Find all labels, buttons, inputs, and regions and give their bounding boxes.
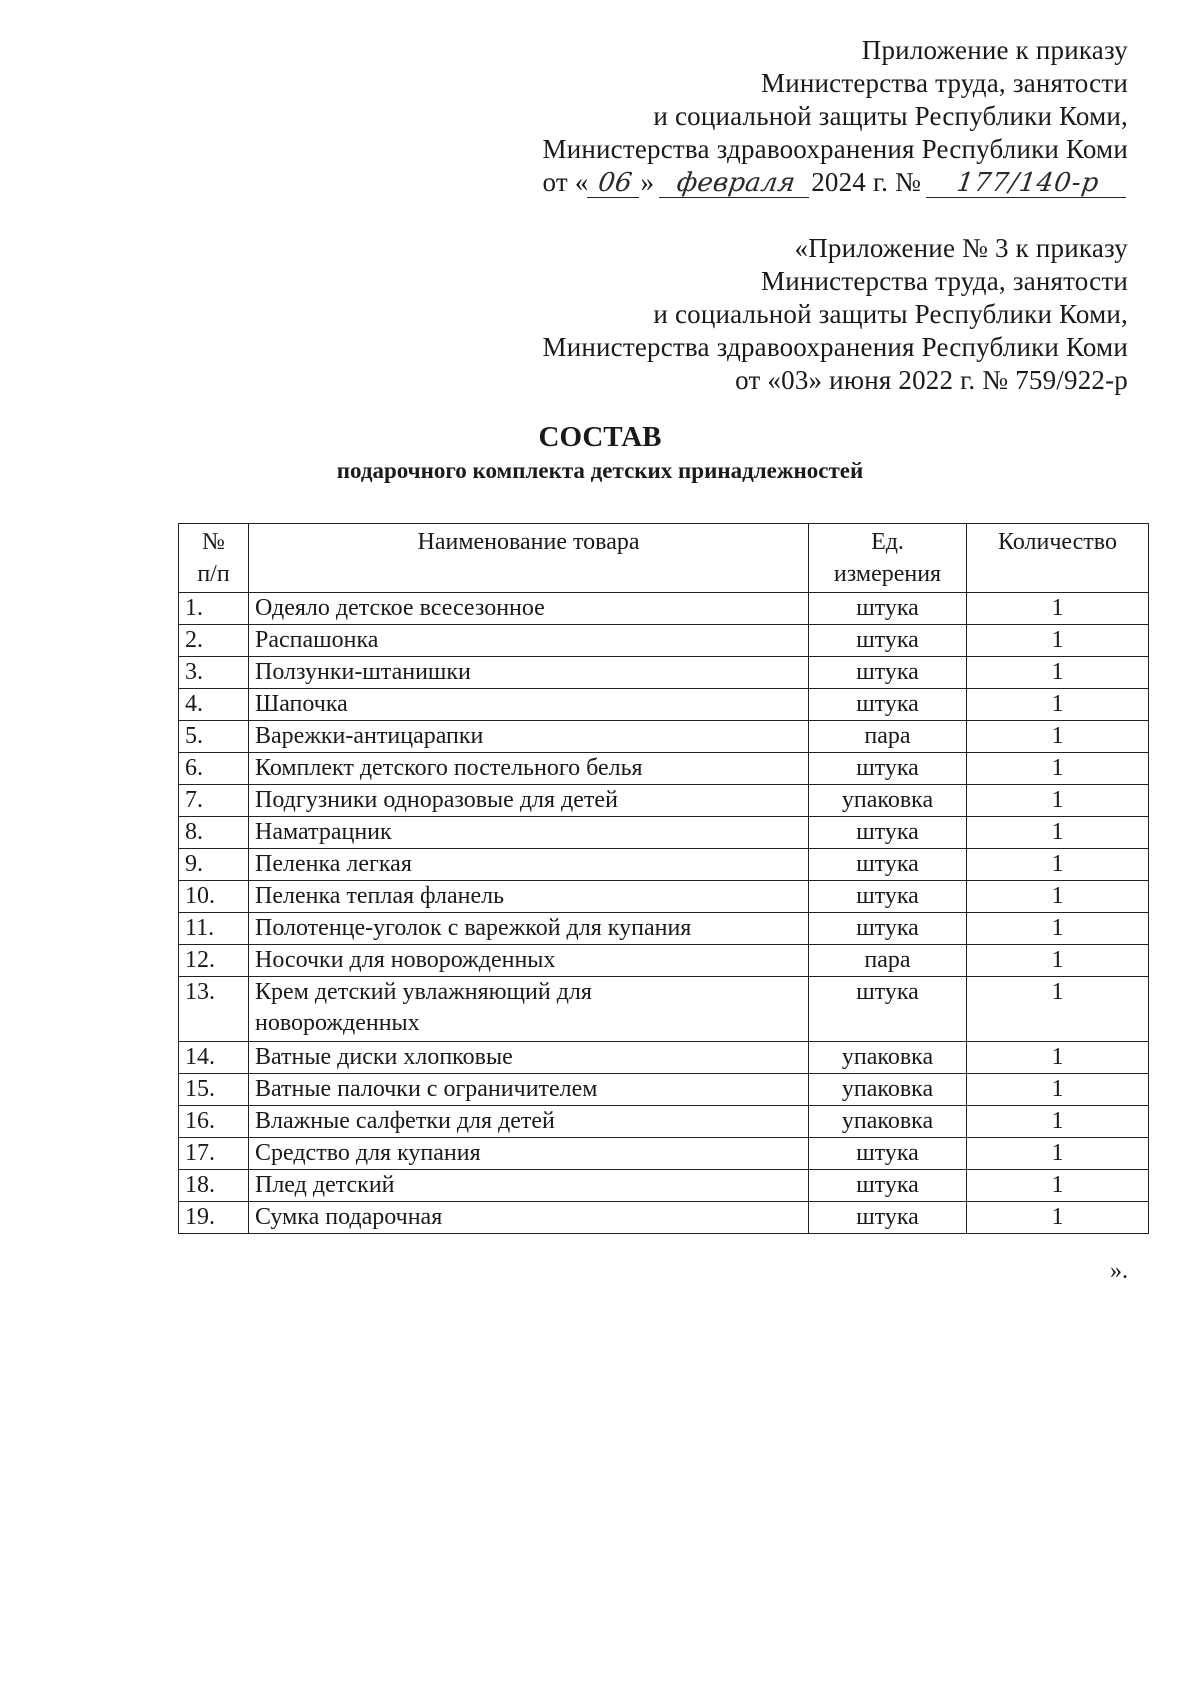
row-unit: штука xyxy=(809,689,967,721)
row-qty: 1 xyxy=(967,1202,1149,1234)
row-qty: 1 xyxy=(967,1138,1149,1170)
table-row xyxy=(179,753,1149,785)
row-num: 15. xyxy=(179,1074,249,1106)
header-name: Наименование товара xyxy=(249,524,809,593)
row-name: Наматрацник xyxy=(249,817,809,849)
date-year: 2024 г. № xyxy=(811,167,922,197)
row-num: 4. xyxy=(179,689,249,721)
row-qty: 1 xyxy=(967,913,1149,945)
row-name: Носочки для новорожденных xyxy=(249,945,809,977)
header-line: Министерства труда, занятости xyxy=(761,68,1128,98)
row-qty: 1 xyxy=(967,1074,1149,1106)
row-unit: штука xyxy=(809,753,967,785)
row-unit: штука xyxy=(809,657,967,689)
row-num: 11. xyxy=(179,913,249,945)
row-name: Крем детский увлажняющий для новорожденных xyxy=(249,977,809,1042)
order-date-line xyxy=(543,166,1129,199)
appendix-header xyxy=(543,34,1129,199)
row-unit: штука xyxy=(809,849,967,881)
date-prefix: от « xyxy=(542,167,589,197)
handwritten-month: февраля xyxy=(659,169,813,198)
row-qty: 1 xyxy=(967,1106,1149,1138)
row-name: Ватные палочки с ограничителем xyxy=(249,1074,809,1106)
row-num: 18. xyxy=(179,1170,249,1202)
row-qty: 1 xyxy=(967,785,1149,817)
table-row xyxy=(179,977,1149,1042)
table-row xyxy=(179,1042,1149,1074)
header-line: Министерства здравоохранения Республики Коми xyxy=(542,332,1128,362)
table-row xyxy=(179,1106,1149,1138)
row-unit: штука xyxy=(809,593,967,625)
table-row xyxy=(179,689,1149,721)
table-row xyxy=(179,945,1149,977)
row-unit: штука xyxy=(809,977,967,1042)
row-unit: штука xyxy=(809,1202,967,1234)
row-unit: штука xyxy=(809,625,967,657)
row-num: 13. xyxy=(179,977,249,1042)
row-num: 7. xyxy=(179,785,249,817)
row-qty: 1 xyxy=(967,753,1149,785)
row-qty: 1 xyxy=(967,977,1149,1042)
document-title: СОСТАВ xyxy=(538,421,662,453)
row-name: Влажные салфетки для детей xyxy=(249,1106,809,1138)
row-name: Полотенце-уголок с варежкой для купания xyxy=(249,913,809,945)
row-qty: 1 xyxy=(967,689,1149,721)
row-qty: 1 xyxy=(967,657,1149,689)
row-num: 2. xyxy=(179,625,249,657)
row-qty: 1 xyxy=(967,881,1149,913)
row-num: 10. xyxy=(179,881,249,913)
row-unit: штука xyxy=(809,881,967,913)
row-name: Сумка подарочная xyxy=(249,1202,809,1234)
row-num: 17. xyxy=(179,1138,249,1170)
row-name: Шапочка xyxy=(249,689,809,721)
row-num: 8. xyxy=(179,817,249,849)
row-unit: упаковка xyxy=(809,1042,967,1074)
row-unit: штука xyxy=(809,817,967,849)
table-row xyxy=(179,913,1149,945)
row-num: 3. xyxy=(179,657,249,689)
header-unit: Ед. измерения xyxy=(809,524,967,593)
row-num: 1. xyxy=(179,593,249,625)
table-row xyxy=(179,1202,1149,1234)
table-row xyxy=(179,1074,1149,1106)
table-row xyxy=(179,1138,1149,1170)
row-unit: пара xyxy=(809,945,967,977)
row-name: Одеяло детское всесезонное xyxy=(249,593,809,625)
table-row xyxy=(179,881,1149,913)
table-row xyxy=(179,625,1149,657)
row-unit: упаковка xyxy=(809,1106,967,1138)
row-name: Комплект детского постельного белья xyxy=(249,753,809,785)
table-row xyxy=(179,657,1149,689)
table-header-row xyxy=(179,524,1149,593)
header-line: Министерства труда, занятости xyxy=(761,266,1128,296)
row-name: Ватные диски хлопковые xyxy=(249,1042,809,1074)
table-row xyxy=(179,817,1149,849)
handwritten-order-number: 177/140-р xyxy=(926,169,1130,198)
table-row xyxy=(179,1170,1149,1202)
row-name: Подгузники одноразовые для детей xyxy=(249,785,809,817)
handwritten-day: 06 xyxy=(587,169,643,198)
row-qty: 1 xyxy=(967,721,1149,753)
row-num: 9. xyxy=(179,849,249,881)
table-row xyxy=(179,849,1149,881)
row-qty: 1 xyxy=(967,817,1149,849)
row-unit: упаковка xyxy=(809,785,967,817)
row-unit: штука xyxy=(809,1170,967,1202)
row-unit: пара xyxy=(809,721,967,753)
row-num: 5. xyxy=(179,721,249,753)
row-qty: 1 xyxy=(967,593,1149,625)
row-qty: 1 xyxy=(967,849,1149,881)
items-table xyxy=(178,523,1149,1234)
row-name: Средство для купания xyxy=(249,1138,809,1170)
original-appendix-header xyxy=(543,232,1129,397)
row-qty: 1 xyxy=(967,1170,1149,1202)
row-name: Пеленка легкая xyxy=(249,849,809,881)
document-subtitle: подарочного комплекта детских принадлежностей xyxy=(336,458,864,483)
table-row xyxy=(179,785,1149,817)
row-name: Варежки-антицарапки xyxy=(249,721,809,753)
row-name: Плед детский xyxy=(249,1170,809,1202)
row-qty: 1 xyxy=(967,625,1149,657)
header-line: «Приложение № 3 к приказу xyxy=(794,233,1128,263)
header-line: и социальной защиты Республики Коми, xyxy=(653,299,1128,329)
closing-quote: ». xyxy=(1110,1258,1128,1284)
header-num: № п/п xyxy=(179,524,249,593)
table-row xyxy=(179,721,1149,753)
header-line: Министерства здравоохранения Республики Коми xyxy=(542,134,1128,164)
header-line: Приложение к приказу xyxy=(861,35,1128,65)
row-qty: 1 xyxy=(967,945,1149,977)
row-num: 19. xyxy=(179,1202,249,1234)
row-num: 12. xyxy=(179,945,249,977)
row-name: Пеленка теплая фланель xyxy=(249,881,809,913)
row-name: Ползунки-штанишки xyxy=(249,657,809,689)
row-num: 14. xyxy=(179,1042,249,1074)
row-unit: штука xyxy=(809,913,967,945)
row-unit: штука xyxy=(809,1138,967,1170)
header-line: и социальной защиты Республики Коми, xyxy=(653,101,1128,131)
date-quote-close: » xyxy=(640,167,655,197)
row-name: Распашонка xyxy=(249,625,809,657)
row-qty: 1 xyxy=(967,1042,1149,1074)
row-num: 16. xyxy=(179,1106,249,1138)
header-line: от «03» июня 2022 г. № 759/922-р xyxy=(735,365,1128,395)
header-qty: Количество xyxy=(967,524,1149,593)
row-unit: упаковка xyxy=(809,1074,967,1106)
table-row xyxy=(179,593,1149,625)
row-num: 6. xyxy=(179,753,249,785)
